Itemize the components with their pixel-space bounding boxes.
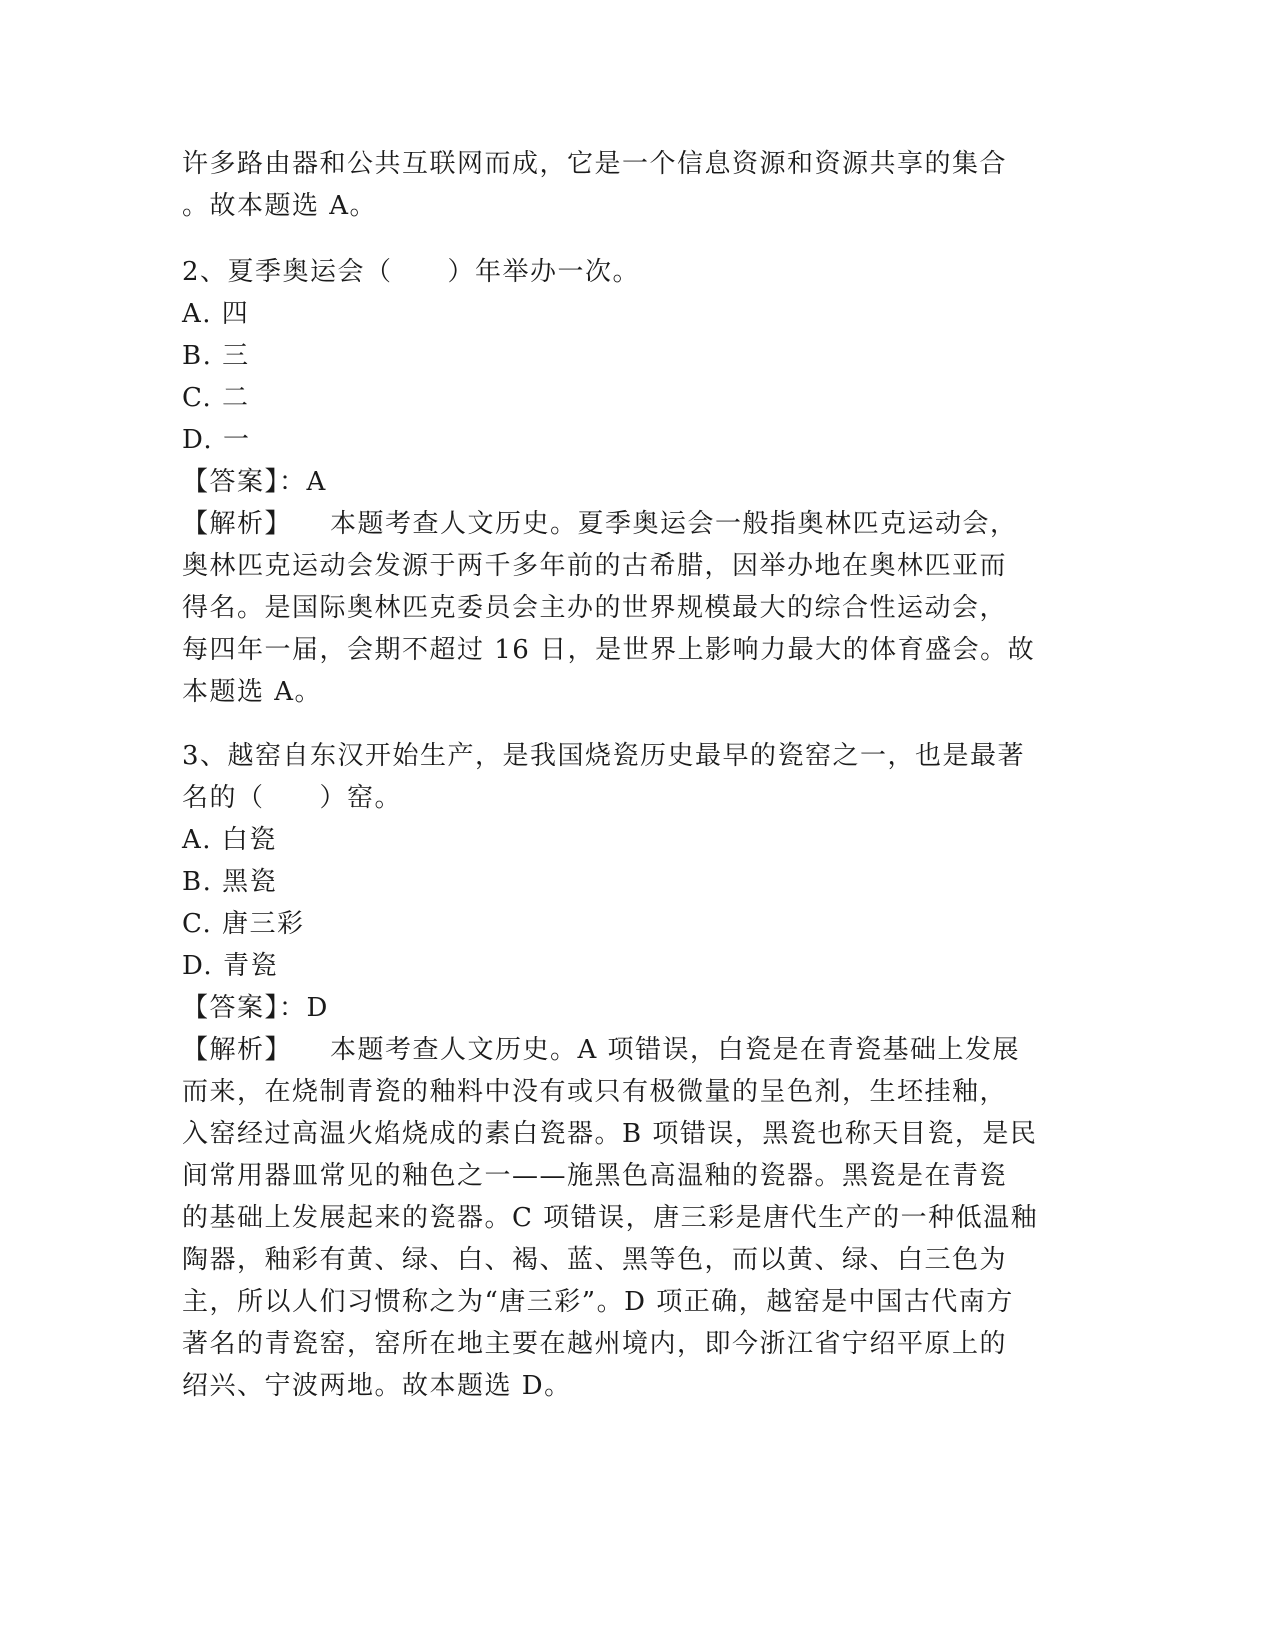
option-d: D. 一 (182, 425, 251, 455)
option-c: C. 二 (182, 383, 250, 413)
explanation-line: 入窑经过高温火焰烧成的素白瓷器。B 项错误，黑瓷也称天目瓷，是民 (182, 1119, 1038, 1149)
explanation-line: 间常用器皿常见的釉色之一——施黑色高温釉的瓷器。黑瓷是在青瓷 (182, 1161, 1008, 1191)
answer-label: 【答案】： (182, 993, 307, 1023)
explanation-line: 著名的青瓷窑，窑所在地主要在越州境内，即今浙江省宁绍平原上的 (182, 1329, 1008, 1359)
option-c: C. 唐三彩 (182, 909, 305, 939)
explanation-line: 绍兴、宁波两地。故本题选 D。 (182, 1371, 572, 1401)
question-stem: 2、夏季奥运会（ ）年举办一次。 (182, 257, 641, 287)
answer-line (182, 987, 1082, 1029)
option-a: A. 白瓷 (182, 825, 277, 855)
question-stem: 名的（ ）窑。 (182, 783, 403, 813)
text-line: 许多路由器和公共互联网而成，它是一个信息资源和资源共享的集合 (182, 149, 1008, 179)
explanation-line: 得名。是国际奥林匹克委员会主办的世界规模最大的综合性运动会， (182, 593, 1008, 623)
explanation-line: 而来，在烧制青瓷的釉料中没有或只有极微量的呈色剂，生坯挂釉， (182, 1077, 1008, 1107)
question-3 (182, 735, 1082, 1407)
intro-paragraph (182, 143, 1082, 227)
explanation-line: 每四年一届，会期不超过 16 日，是世界上影响力最大的体育盛会。故 (182, 635, 1036, 665)
option-b: B. 黑瓷 (182, 867, 278, 897)
explanation-line: 奥林匹克运动会发源于两千多年前的古希腊，因举办地在奥林匹亚而 (182, 551, 1008, 581)
answer-value: A (306, 467, 327, 497)
explanation-text: 本题考查人文历史。夏季奥运会一般指奥林匹克运动会， (330, 509, 1018, 539)
explanation-text: 本题考查人文历史。A 项错误，白瓷是在青瓷基础上发展 (330, 1035, 1021, 1065)
option-b: B. 三 (182, 341, 250, 371)
question-2 (182, 251, 1082, 713)
explanation-line: 本题选 A。 (182, 677, 323, 707)
text-line: 。故本题选 A。 (182, 191, 378, 221)
explanation-label: 【解析】 (182, 509, 293, 539)
option-a: A. 四 (182, 299, 250, 329)
answer-label: 【答案】： (182, 467, 307, 497)
explanation-label: 【解析】 (182, 1035, 293, 1065)
explanation-line: 主，所以人们习惯称之为“唐三彩”。D 项正确，越窑是中国古代南方 (182, 1287, 1014, 1317)
explanation-line (182, 503, 1082, 545)
question-stem: 3、越窑自东汉开始生产，是我国烧瓷历史最早的瓷窑之一，也是最著 (182, 741, 1026, 771)
explanation-line: 的基础上发展起来的瓷器。C 项错误，唐三彩是唐代生产的一种低温釉 (182, 1203, 1039, 1233)
option-d: D. 青瓷 (182, 951, 278, 981)
answer-line (182, 461, 1082, 503)
explanation-line: 陶器，釉彩有黄、绿、白、褐、蓝、黑等色，而以黄、绿、白三色为 (182, 1245, 1008, 1275)
explanation-line (182, 1029, 1082, 1071)
answer-value: D (306, 993, 329, 1023)
document-page (182, 143, 1082, 1407)
